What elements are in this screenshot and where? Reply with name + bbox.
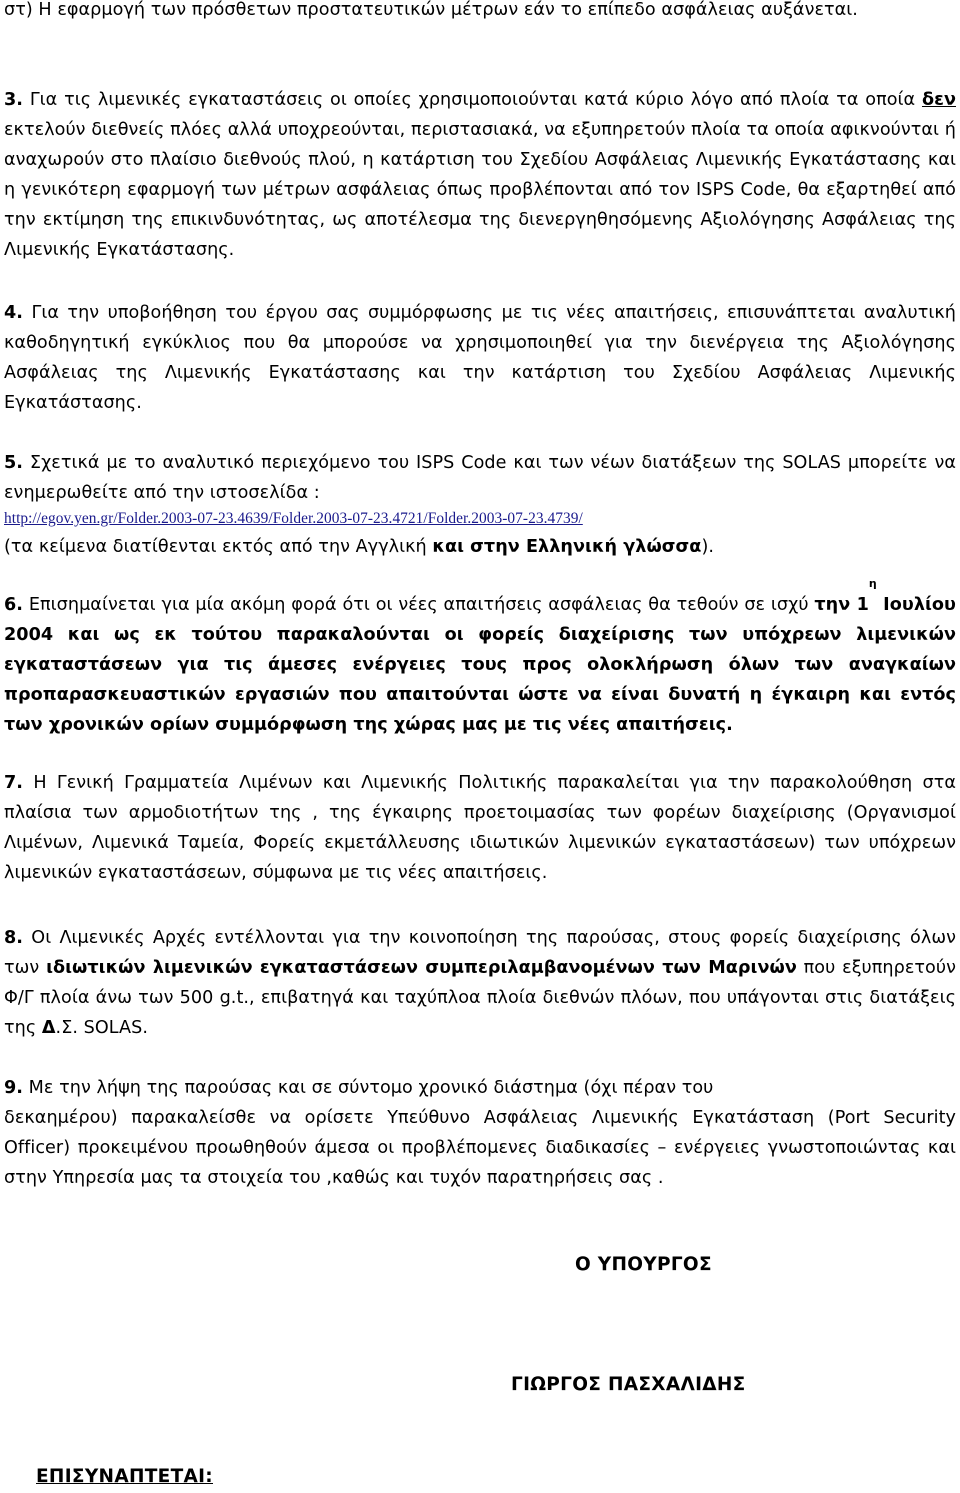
paragraph-4-number: 4.	[4, 303, 24, 323]
paragraph-5-text: Σχετικά με το αναλυτικό περιεχόμενο του ISPS Code και των νέων διατάξεων της SOLAS μπορείτε να ενημερωθείτε από την ιστοσελίδα :	[4, 453, 956, 503]
paragraph-9	[4, 1073, 956, 1193]
paragraph-8-bold-text: ιδιωτικών λιμενικών εγκαταστάσεων συμπεριλαμβανομένων των Μαρινών	[46, 958, 797, 978]
paragraph-9-text: δεκαημέρου) παρακαλείσθε να ορίσετε Υπεύθυνο Ασφάλειας Λιμενικής Εγκατάσταση (Port Security Officer) προκειμένου προωθηθούν άμεσα οι προβλέπομενες διαδικασίες – ενέργειες γνωστοποιώντας και στην Υπηρεσία μας τα στοιχεία του ,καθώς και τυχόν παρατηρήσεις σας .	[4, 1108, 956, 1188]
paragraph-5-note	[4, 532, 956, 562]
paragraph-8-number: 8.	[4, 928, 24, 948]
paragraph-5-note-c: ).	[701, 537, 715, 557]
paragraph-3	[4, 85, 956, 265]
attachments-label: ΕΠΙΣΥΝΑΠΤΕΤΑΙ:	[36, 1466, 213, 1487]
paragraph-8-delta: Δ	[41, 1018, 56, 1038]
minister-title: Ο ΥΠΟΥΡΓΟΣ	[575, 1254, 712, 1275]
paragraph-5-note-a: (τα κείμενα διατίθενται εκτός από την Αγγλική	[4, 537, 433, 557]
paragraph-5-number: 5.	[4, 453, 24, 473]
paragraph-6	[4, 577, 956, 740]
paragraph-7	[4, 768, 956, 888]
paragraph-st	[4, 0, 956, 25]
paragraph-8	[4, 923, 956, 1043]
paragraph-st-text: στ) Η εφαρμογή των πρόσθετων προστατευτικών μέτρων εάν το επίπεδο ασφάλειας αυξάνεται.	[4, 0, 858, 20]
paragraph-5	[4, 448, 956, 562]
paragraph-6-number: 6.	[4, 595, 24, 615]
paragraph-8-text-c: που εξυπηρετούν Φ/Γ πλοία άνω των 500 g.t., επιβατηγά και ταχύπλοα πλοία διεθνών πλόων, που υπάγονται στις διατάξεις της	[4, 958, 956, 1038]
paragraph-3-number: 3.	[4, 90, 24, 110]
paragraph-3-text-a: Για τις λιμενικές εγκαταστάσεις οι οποίες χρησιμοποιούνται κατά κύριο λόγο από πλοία τα οποία	[23, 90, 922, 110]
paragraph-6-bold-text: Ιουλίου 2004 και ως εκ τούτου παρακαλούνται οι φορείς διαχείρισης των υπόχρεων λιμενικών εγκαταστάσεων για τις άμεσες ενέργειες τους προς ολοκλήρωση όλων των αναγκαίων προπαρασκευαστικών εργασιών που απαιτούνται ώστε να είναι δυνατή η έγκαιρη και εντός των χρονικών ορίων συμμόρφωση της χώρας μας με τις νέες απαιτήσεις.	[4, 595, 956, 735]
paragraph-8-text-e: .Σ. SOLAS.	[55, 1018, 148, 1038]
paragraph-6-superscript: η	[868, 577, 877, 590]
paragraph-3-text-b: εκτελούν διεθνείς πλόες αλλά υποχρεούνται, περιστασιακά, να εξυπηρετούν πλοία τα οποία αφικνούνται ή αναχωρούν στο πλαίσιο διεθνούς πλού, η κατάρτιση του Σχεδίου Ασφάλειας Λιμενικής Εγκατάστασης και η γενικότερη εφαρμογή των μέτρων ασφάλειας όπως προβλέπονται από τον ISPS Code, θα εξαρτηθεί από την εκτίμηση της επικινδυνότητας, ως αποτέλεσμα της διενεργηθησόμενης Αξιολόγησης Ασφάλειας της Λιμενικής Εγκατάστασης.	[4, 120, 956, 260]
paragraph-7-number: 7.	[4, 773, 24, 793]
paragraph-8-text-a: Οι Λιμενικές Αρχές εντέλλονται για την κοινοποίηση της παρούσας, στους φορείς διαχείρισης όλων των	[4, 928, 956, 978]
paragraph-6-date-a: την 1	[814, 595, 869, 615]
website-link[interactable]: http://egov.yen.gr/Folder.2003-07-23.4639/Folder.2003-07-23.4721/Folder.2003-07-23.4739/	[4, 510, 583, 527]
paragraph-7-text: Η Γενική Γραμματεία Λιμένων και Λιμενικής Πολιτικής παρακαλείται για την παρακολούθηση στα πλαίσια των αρμοδιοτήτων της , της έγκαιρης προετοιμασίας των φορέων διαχείρισης (Οργανισμοί Λιμένων, Λιμενικά Ταμεία, Φορείς εκμετάλλευσης ιδιωτικών λιμενικών εγκαταστάσεων) των υπόχρεων λιμενικών εγκαταστάσεων, σύμφωνα με τις νέες απαιτήσεις.	[4, 773, 956, 883]
paragraph-9-first-line	[4, 1073, 956, 1103]
minister-name: ΓΙΩΡΓΟΣ ΠΑΣΧΑΛΙΔΗΣ	[511, 1374, 746, 1395]
paragraph-4	[4, 298, 956, 418]
paragraph-5-note-bold: και στην Ελληνική γλώσσα	[432, 537, 702, 557]
paragraph-9-line-1: Με την λήψη της παρούσας και σε σύντομο χρονικό διάστημα (όχι πέραν του	[23, 1078, 714, 1098]
paragraph-9-number: 9.	[4, 1078, 24, 1098]
paragraph-3-emphasis: δεν	[921, 90, 956, 110]
paragraph-6-text-a: Επισημαίνεται για μία ακόμη φορά ότι οι νέες απαιτήσεις ασφάλειας θα τεθούν σε ισχύ	[23, 595, 815, 615]
paragraph-4-text: Για την υποβοήθηση του έργου σας συμμόρφωσης με τις νέες απαιτήσεις, επισυνάπτεται αναλυτική καθοδηγητική εγκύκλιος που θα μπορούσε να χρησιμοποιηθεί για την διενέργεια της Αξιολόγησης Ασφάλειας της Λιμενικής Εγκατάστασης και την κατάρτιση του Σχεδίου Ασφάλειας Λιμενικής Εγκατάστασης.	[4, 303, 956, 413]
